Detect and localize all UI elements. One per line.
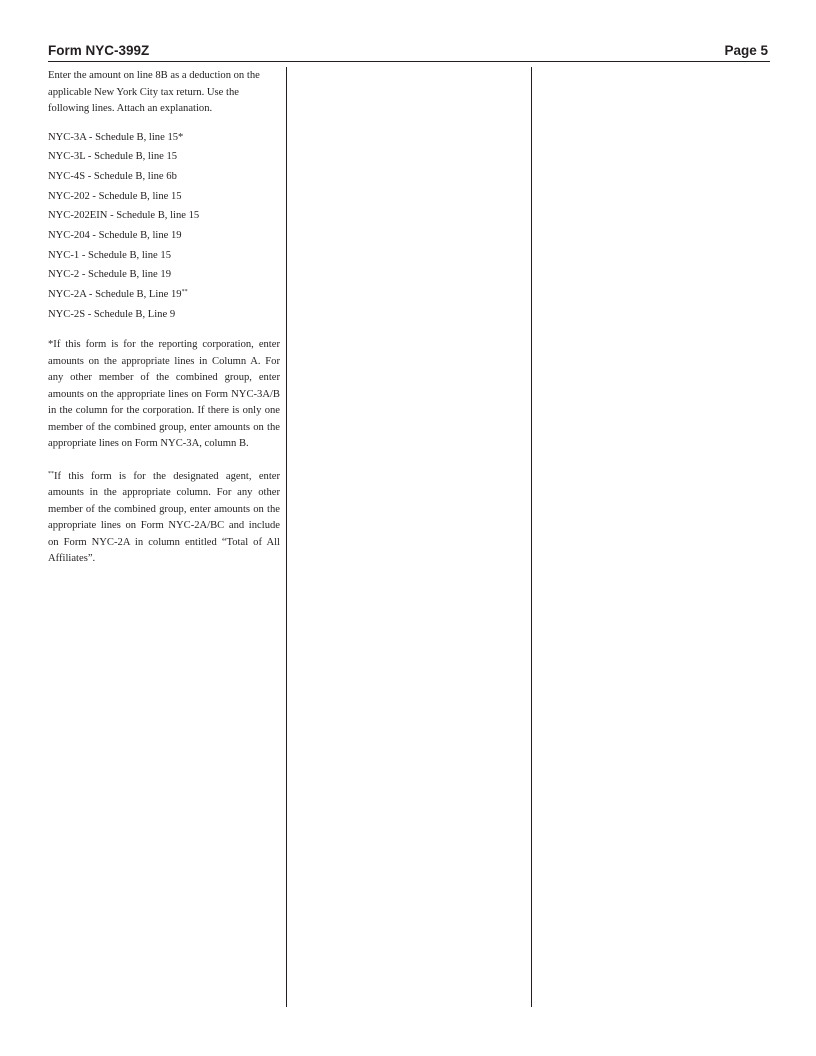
column-divider-1	[286, 67, 287, 1007]
footnote-marker: **	[48, 470, 54, 477]
return-lines-list	[48, 130, 280, 324]
list-item: NYC-3L - Schedule B, line 15	[48, 151, 178, 163]
list-item: NYC-202 - Schedule B, line 15	[48, 190, 182, 202]
footnote-marker: **	[181, 289, 188, 295]
list-item: NYC-2S - Schedule B, Line 9	[48, 308, 176, 320]
list-item: NYC-3A - Schedule B, line 15*	[48, 131, 184, 143]
instructions-column	[48, 68, 280, 568]
list-item: NYC-2 - Schedule B, line 19	[48, 269, 171, 281]
header-rule	[48, 61, 770, 62]
page-header	[48, 41, 769, 61]
list-item: NYC-1 - Schedule B, line 15	[48, 249, 171, 261]
column-divider-2	[531, 67, 532, 1007]
list-item: NYC-4S - Schedule B, line 6b	[48, 170, 177, 182]
footnote-reporting-corporation: *If this form is for the reporting corporation, enter amounts on the appropriate lines in Column A. For any other member of the combined group, enter amounts on the appropriate lines on Form NYC-3A/B in the column for the corporation. If there is only one member of the combined group, enter amounts on the appropriate lines on Form NYC-3A, column B.	[48, 339, 280, 450]
footnote-designated-agent: **If this form is for the designated agent, enter amounts in the appropriate column. For any other member of the combined group, enter amounts on the appropriate lines on Form NYC-2A/BC and include on Form NYC-2A in column entitled “Total of All Affiliates”.	[48, 470, 280, 565]
intro-paragraph: Enter the amount on line 8B as a deduction on the applicable New York City tax return. Use the following lines. Attach an explanation.	[48, 70, 260, 114]
form-title: Form NYC-399Z	[48, 43, 150, 58]
page-number: Page 5	[724, 43, 768, 58]
list-item: NYC-2A - Schedule B, Line 19**	[48, 289, 188, 300]
list-item: NYC-202EIN - Schedule B, line 15	[48, 210, 200, 222]
list-item: NYC-204 - Schedule B, line 19	[48, 229, 182, 241]
